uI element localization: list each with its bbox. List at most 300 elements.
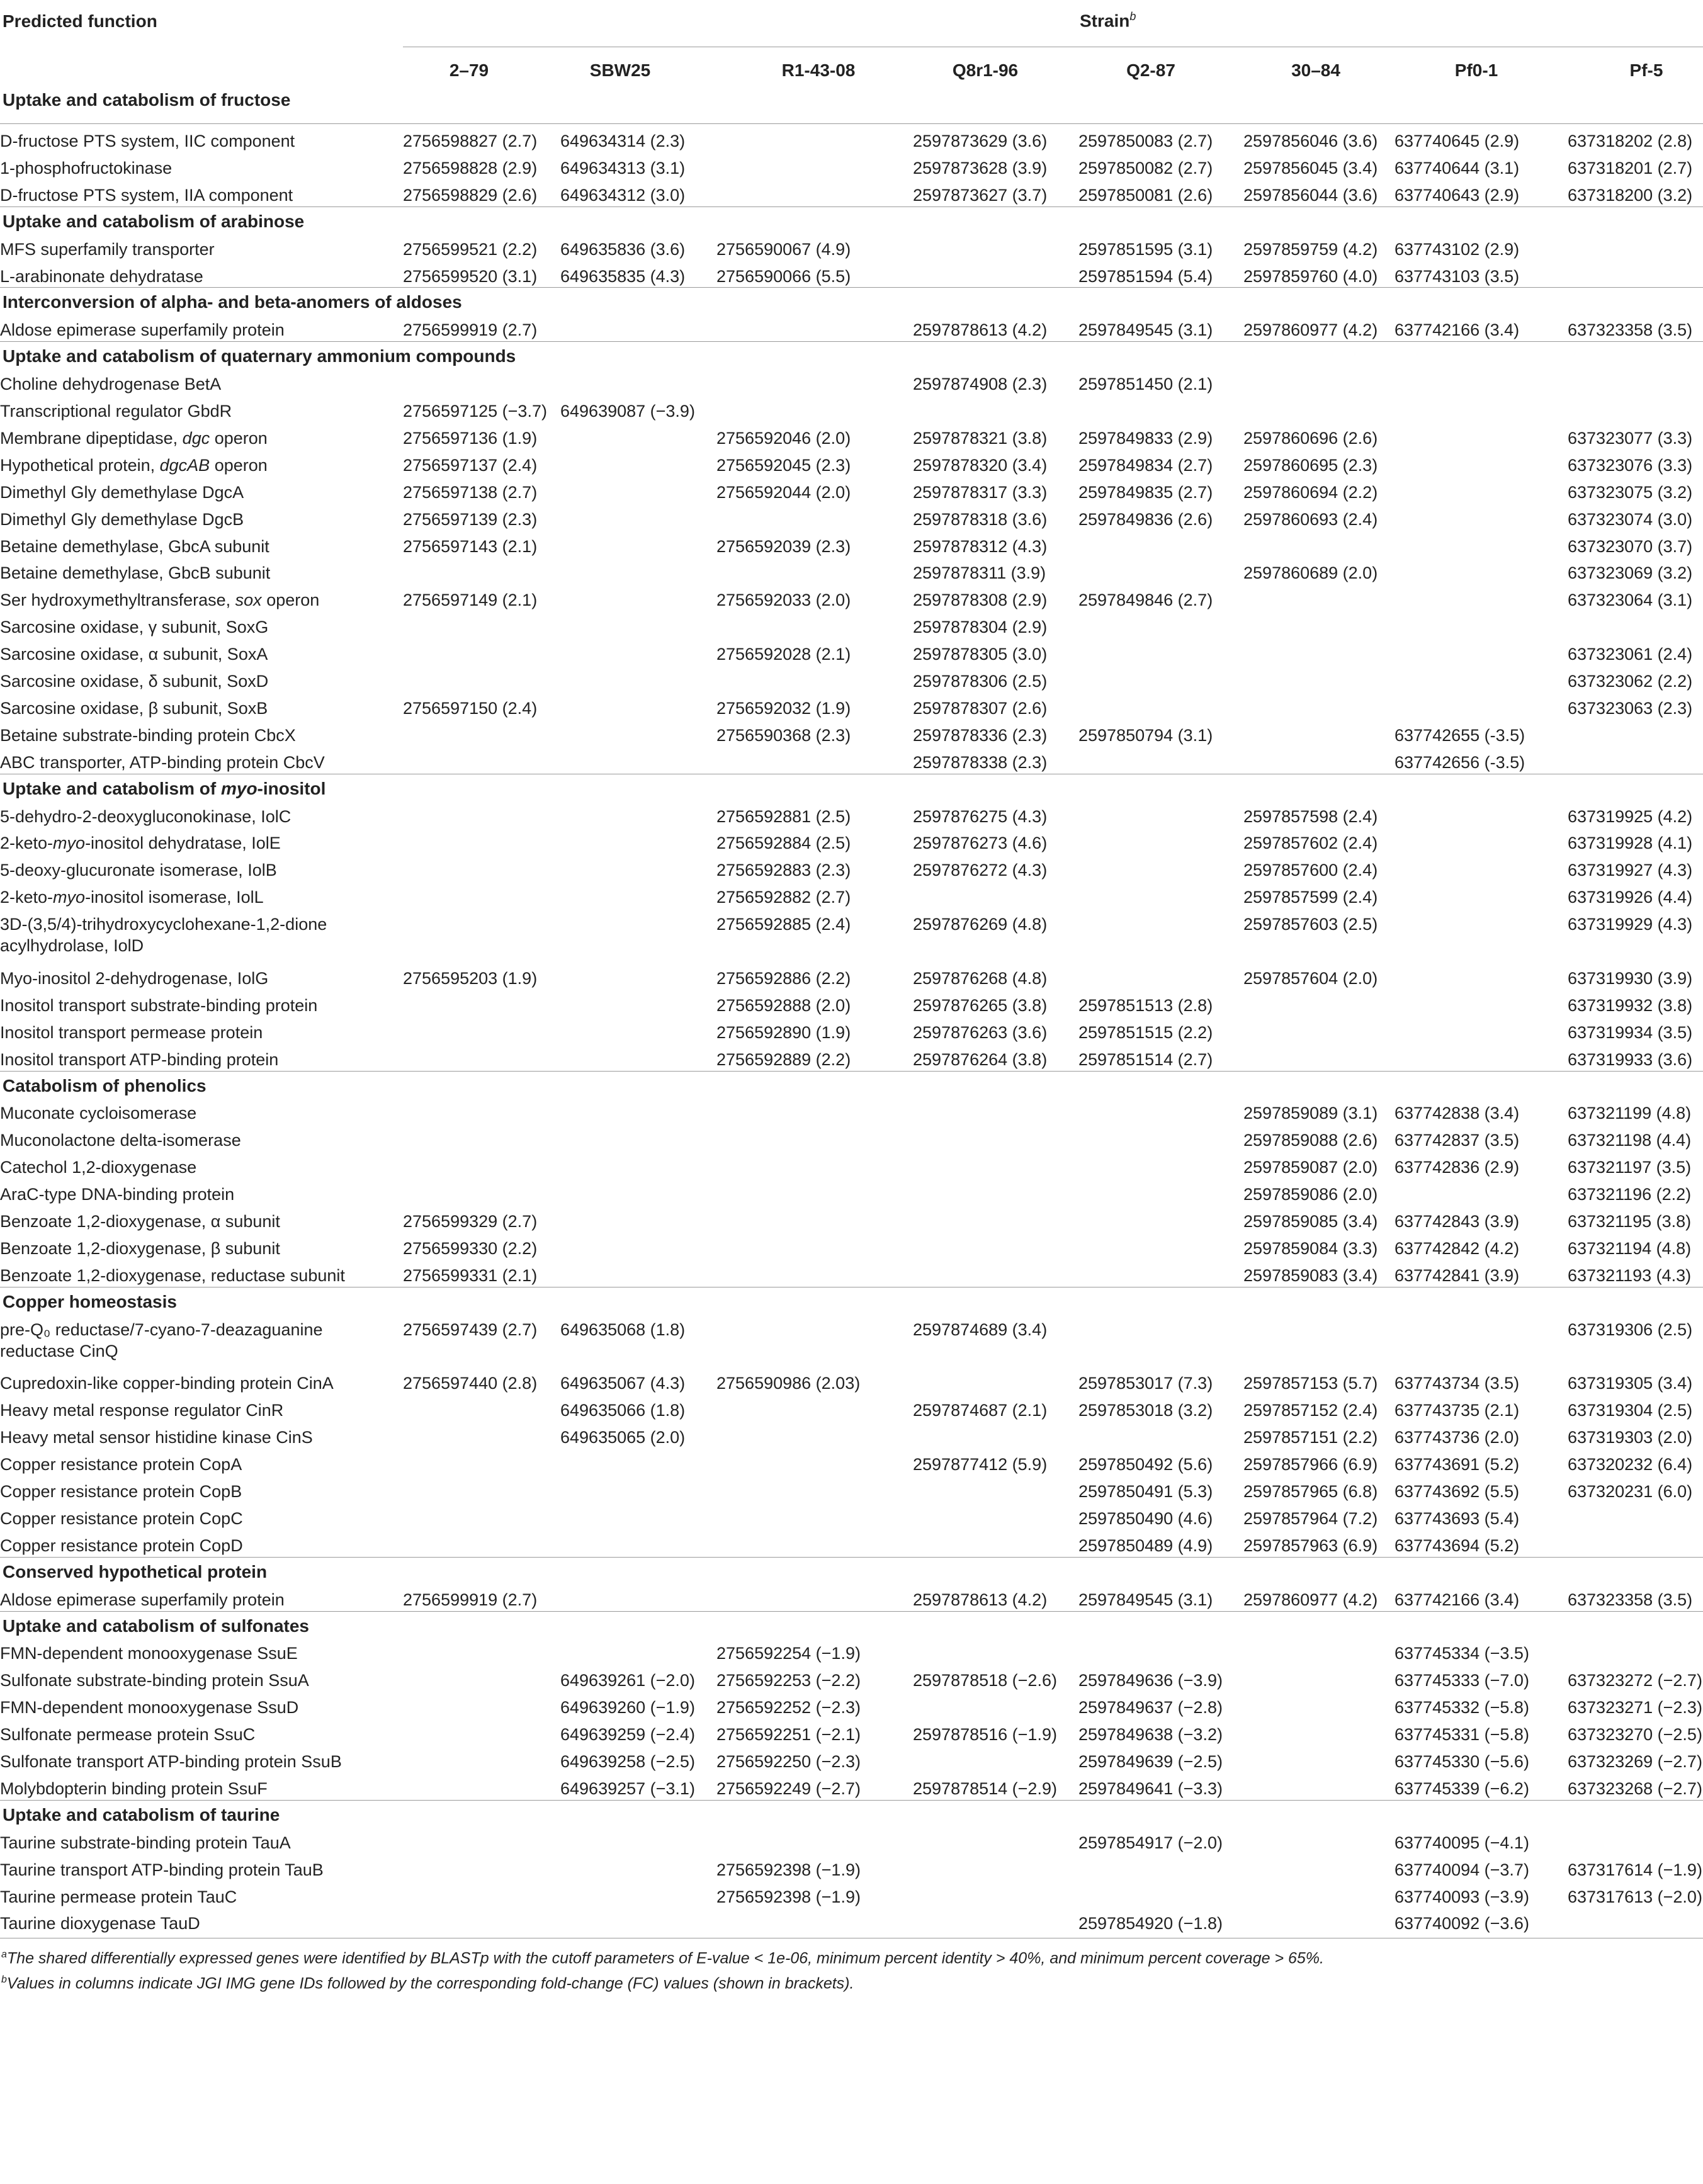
gene-id-cell: 2597878613 (4.2) — [913, 320, 1048, 340]
table-row — [0, 1774, 1703, 1803]
section-heading — [0, 1072, 1703, 1101]
table-row — [0, 1638, 1703, 1668]
section-heading-text: Catabolism of phenolics — [3, 1075, 207, 1095]
predicted-function-cell: MFS superfamily transporter — [0, 239, 215, 259]
gene-id-cell: 649639258 (−2.5) — [560, 1752, 695, 1771]
gene-id-cell: 637319306 (2.5) — [1568, 1320, 1693, 1339]
table-row — [0, 1665, 1703, 1695]
gene-id-cell: 637742838 (3.4) — [1395, 1104, 1520, 1123]
section-heading-text: Conserved hypothetical protein — [3, 1561, 268, 1581]
gene-id-cell: 2597851514 (2.7) — [1078, 1050, 1213, 1069]
gene-id-cell: 649635836 (3.6) — [560, 239, 686, 259]
gene-id-cell: 2756592028 (2.1) — [716, 645, 851, 664]
table-row — [0, 369, 1703, 399]
predicted-function-cell: Sarcosine oxidase, β subunit, SoxB — [0, 698, 268, 718]
table-row — [0, 1585, 1703, 1614]
table-row — [0, 1422, 1703, 1452]
gene-id-cell: 2597878308 (2.9) — [913, 591, 1048, 610]
gene-id-cell: 637743693 (5.4) — [1395, 1508, 1520, 1528]
gene-id-cell: 637319934 (3.5) — [1568, 1022, 1693, 1042]
gene-id-cell: 2597857151 (2.2) — [1243, 1428, 1378, 1447]
gene-id-cell: 2756592398 (−1.9) — [716, 1860, 861, 1879]
gene-id-cell: 2756590067 (4.9) — [716, 239, 851, 259]
gene-id-cell: 2597857152 (2.4) — [1243, 1401, 1378, 1420]
section-heading-text: Uptake and catabolism of arabinose — [3, 211, 305, 231]
footnote-a-text: The shared differentially expressed genes were identified by BLASTp with the cutoff parameters of E-value < 1e-06, minimum percent identity > 40%, and minimum percent coverage > 65%. — [6, 1949, 1324, 1967]
gene-id-cell: 2597878305 (3.0) — [913, 645, 1048, 664]
section-heading-text: Copper homeostasis — [3, 1291, 177, 1311]
predicted-function-cell: 5-deoxy-glucuronate isomerase, IolB — [0, 861, 277, 880]
gene-id-cell: 2756592249 (−2.7) — [716, 1779, 861, 1798]
table-row — [0, 828, 1703, 857]
gene-id-cell: 2597876272 (4.3) — [913, 861, 1048, 880]
strain-column-header: 30–84 — [1291, 60, 1340, 80]
table-row — [0, 1044, 1703, 1074]
predicted-function-cell: Transcriptional regulator GbdR — [0, 402, 232, 421]
gene-id-cell: 2756592039 (2.3) — [716, 536, 851, 556]
predicted-function-cell: Betaine demethylase, GbcB subunit — [0, 563, 271, 583]
gene-id-cell: 2756592885 (2.4) — [716, 915, 851, 934]
gene-id-cell: 2597849638 (−3.2) — [1078, 1725, 1223, 1745]
gene-id-cell: 649639260 (−1.9) — [560, 1698, 695, 1717]
gene-id-cell: 2597876263 (3.6) — [913, 1022, 1048, 1042]
gene-id-cell: 2597876273 (4.6) — [913, 834, 1048, 853]
gene-id-cell: 2756599329 (2.7) — [403, 1212, 538, 1231]
table-row — [0, 450, 1703, 480]
predicted-function-cell: Benzoate 1,2-dioxygenase, β subunit — [0, 1238, 280, 1258]
gene-id-cell: 637319925 (4.2) — [1568, 806, 1693, 826]
section-heading — [0, 86, 1703, 115]
gene-id-cell: 2597851595 (3.1) — [1078, 239, 1213, 259]
footnotes — [0, 1944, 1703, 1994]
predicted-function-header: Predicted function — [3, 11, 157, 31]
gene-id-cell: 2597854917 (−2.0) — [1078, 1833, 1223, 1852]
predicted-function-cell: Myo-inositol 2-dehydrogenase, IolG — [0, 968, 269, 988]
gene-id-cell: 637321195 (3.8) — [1568, 1212, 1692, 1231]
section-heading — [0, 342, 1703, 371]
gene-id-cell: 2756590986 (2.03) — [716, 1374, 861, 1393]
predicted-function-cell: Choline dehydrogenase BetA — [0, 375, 222, 394]
predicted-function-cell: Membrane dipeptidase, dgc operon — [0, 428, 268, 448]
section-heading-text: Uptake and catabolism of sulfonates — [3, 1615, 309, 1636]
gene-id-cell: 2756592252 (−2.3) — [716, 1698, 861, 1717]
table-row — [0, 1368, 1703, 1398]
gene-id-cell: 2756592251 (−2.1) — [716, 1725, 861, 1745]
predicted-function-cell: Copper resistance protein CopD — [0, 1536, 243, 1555]
table-row — [0, 1017, 1703, 1047]
gene-id-cell: 637319930 (3.9) — [1568, 968, 1693, 988]
strain-label: Strain — [1080, 11, 1130, 31]
table-row — [0, 639, 1703, 669]
gene-id-cell: 2597860696 (2.6) — [1243, 428, 1378, 448]
gene-id-cell: 637743103 (3.5) — [1395, 266, 1520, 286]
strain-footnote-marker: b — [1129, 10, 1136, 23]
gene-id-cell: 2756592882 (2.7) — [716, 888, 851, 907]
gene-id-cell: 2756597440 (2.8) — [403, 1374, 538, 1393]
gene-id-cell: 637323074 (3.0) — [1568, 509, 1693, 529]
gene-id-cell: 637323075 (3.2) — [1568, 482, 1693, 502]
gene-id-cell: 2597856045 (3.4) — [1243, 158, 1378, 178]
gene-id-cell: 637743735 (2.1) — [1395, 1401, 1520, 1420]
table-row — [0, 396, 1703, 426]
gene-id-cell: 2756592250 (−2.3) — [716, 1752, 861, 1771]
gene-id-cell: 2597854920 (−1.8) — [1078, 1914, 1223, 1933]
gene-id-cell: 637323077 (3.3) — [1568, 428, 1693, 448]
gene-id-cell: 2597859083 (3.4) — [1243, 1265, 1378, 1285]
gene-id-cell: 2597851513 (2.8) — [1078, 995, 1213, 1015]
gene-id-cell: 2597859089 (3.1) — [1243, 1104, 1378, 1123]
table-row — [0, 990, 1703, 1020]
gene-id-cell: 637317614 (−1.9) — [1568, 1860, 1702, 1879]
gene-id-cell: 2597850489 (4.9) — [1078, 1536, 1213, 1555]
strain-header — [1080, 10, 1136, 31]
gene-id-cell: 649639261 (−2.0) — [560, 1671, 695, 1690]
table-row — [0, 1260, 1703, 1290]
gene-id-cell: 2597850081 (2.6) — [1078, 185, 1213, 205]
table-row — [0, 1476, 1703, 1506]
gene-id-cell: 637742656 (-3.5) — [1395, 752, 1525, 772]
gene-id-cell: 637318201 (2.7) — [1568, 158, 1693, 178]
gene-id-cell: 649639257 (−3.1) — [560, 1779, 695, 1798]
gene-id-cell: 637323270 (−2.5) — [1568, 1725, 1702, 1745]
table-row — [0, 1719, 1703, 1749]
predicted-function-cell: pre-Q₀ reductase/7-cyano-7-deazaguanine reductase CinQ — [0, 1320, 323, 1361]
gene-id-cell: 2756592044 (2.0) — [716, 482, 851, 502]
predicted-function-cell: Dimethyl Gly demethylase DgcA — [0, 482, 244, 502]
gene-id-cell: 2597850490 (4.6) — [1078, 1508, 1213, 1528]
predicted-function-cell: Inositol transport permease protein — [0, 1022, 263, 1042]
predicted-function-cell: Sarcosine oxidase, δ subunit, SoxD — [0, 672, 269, 691]
gene-id-cell: 637319304 (2.5) — [1568, 1401, 1693, 1420]
gene-id-cell: 637742842 (4.2) — [1395, 1238, 1520, 1258]
gene-id-cell: 637323064 (3.1) — [1568, 591, 1693, 610]
gene-id-cell: 637743694 (5.2) — [1395, 1536, 1520, 1555]
gene-id-cell: 2597878306 (2.5) — [913, 672, 1048, 691]
table-row — [0, 1152, 1703, 1182]
gene-id-cell: 2597850794 (3.1) — [1078, 725, 1213, 745]
section-heading — [0, 288, 1703, 317]
gene-id-cell: 637745330 (−5.6) — [1395, 1752, 1529, 1771]
gene-id-cell: 2597876269 (4.8) — [913, 915, 1048, 934]
table-row — [0, 801, 1703, 831]
gene-id-cell: 2597876268 (4.8) — [913, 968, 1048, 988]
gene-id-cell: 2756592890 (1.9) — [716, 1022, 851, 1042]
table-row — [0, 720, 1703, 750]
gene-id-cell: 2597873629 (3.6) — [913, 132, 1048, 150]
gene-id-cell: 637740644 (3.1) — [1395, 158, 1520, 178]
table-row — [0, 558, 1703, 587]
gene-id-cell: 637320231 (6.0) — [1568, 1482, 1693, 1501]
gene-id-cell: 637320232 (6.4) — [1568, 1455, 1693, 1474]
table-row — [0, 1746, 1703, 1776]
gene-id-cell: 2756592253 (−2.2) — [716, 1671, 861, 1690]
table-row — [0, 909, 1703, 968]
gene-id-cell: 2597851450 (2.1) — [1078, 375, 1213, 394]
section-heading-text: Uptake and catabolism of fructose — [3, 90, 291, 110]
predicted-function-cell: Sarcosine oxidase, α subunit, SoxA — [0, 645, 268, 664]
strain-column-header: Q2-87 — [1126, 60, 1175, 80]
predicted-function-cell: 5-dehydro-2-deoxygluconokinase, IolC — [0, 806, 291, 826]
gene-id-cell: 2597853017 (7.3) — [1078, 1374, 1213, 1393]
predicted-function-cell-line2: reductase CinQ — [0, 1341, 118, 1361]
section-heading-text: Uptake and catabolism of taurine — [3, 1804, 280, 1825]
table-row — [0, 882, 1703, 912]
footnote-b-text: Values in columns indicate JGI IMG gene IDs followed by the corresponding fold-change (FC) values (shown in brackets). — [6, 1974, 854, 1992]
gene-id-cell: 2597849846 (2.7) — [1078, 591, 1213, 610]
predicted-function-cell: Inositol transport ATP-binding protein — [0, 1050, 279, 1069]
gene-id-cell: 2597849545 (3.1) — [1078, 320, 1213, 340]
gene-id-cell: 649635068 (1.8) — [560, 1320, 686, 1339]
gene-id-cell: 2597856046 (3.6) — [1243, 132, 1378, 150]
predicted-function-cell: 2-keto-myo-inositol dehydratase, IolE — [0, 834, 281, 853]
gene-id-cell: 637321194 (4.8) — [1568, 1238, 1692, 1258]
gene-id-cell: 2597859088 (2.6) — [1243, 1131, 1378, 1150]
footnote-a — [1, 1944, 1703, 1969]
gene-id-cell: 2597850082 (2.7) — [1078, 158, 1213, 178]
table-row — [0, 612, 1703, 642]
gene-id-cell: 2597859084 (3.3) — [1243, 1238, 1378, 1258]
strain-column-header: R1-43-08 — [781, 60, 856, 80]
gene-id-cell: 637740645 (2.9) — [1395, 132, 1520, 150]
gene-id-cell: 2597878312 (4.3) — [913, 536, 1048, 556]
gene-id-cell: 2597850083 (2.7) — [1078, 132, 1213, 150]
predicted-function-cell: Molybdopterin binding protein SsuF — [0, 1779, 268, 1798]
strain-column-header: Pf-5 — [1629, 60, 1663, 80]
predicted-function-cell: Hypothetical protein, dgcAB operon — [0, 455, 268, 475]
predicted-function-cell: Taurine substrate-binding protein TauA — [0, 1833, 291, 1852]
table-row — [0, 855, 1703, 885]
gene-id-cell: 2756598827 (2.7) — [403, 132, 538, 150]
predicted-function-cell: Aldose epimerase superfamily protein — [0, 1590, 285, 1609]
gene-id-cell: 2597860689 (2.0) — [1243, 563, 1378, 583]
gene-id-cell: 2597849637 (−2.8) — [1078, 1698, 1223, 1717]
gene-id-cell: 637740095 (−4.1) — [1395, 1833, 1529, 1852]
predicted-function-cell: Heavy metal response regulator CinR — [0, 1401, 284, 1420]
table-row — [0, 504, 1703, 534]
gene-id-cell: 2756592883 (2.3) — [716, 861, 851, 880]
gene-id-cell: 637742166 (3.4) — [1395, 320, 1520, 340]
gene-id-cell: 2597878338 (2.3) — [913, 752, 1048, 772]
gene-id-cell: 2756592889 (2.2) — [716, 1050, 851, 1069]
predicted-function-cell: Dimethyl Gly demethylase DgcB — [0, 509, 244, 529]
table-row — [0, 1503, 1703, 1533]
predicted-function-cell: Betaine demethylase, GbcA subunit — [0, 536, 269, 556]
predicted-function-cell: D-fructose PTS system, IIA component — [0, 185, 293, 205]
gene-id-cell: 637745333 (−7.0) — [1395, 1671, 1529, 1690]
predicted-function-cell: L-arabinonate dehydratase — [0, 266, 203, 286]
table-row — [0, 477, 1703, 507]
predicted-function-cell: ABC transporter, ATP-binding protein CbcV — [0, 752, 325, 772]
predicted-function-cell: Betaine substrate-binding protein CbcX — [0, 725, 296, 745]
section-heading — [0, 1287, 1703, 1317]
gene-id-cell: 2597873628 (3.9) — [913, 158, 1048, 178]
predicted-function-cell: FMN-dependent monooxygenase SsuE — [0, 1644, 298, 1663]
gene-id-cell: 2597857153 (5.7) — [1243, 1374, 1378, 1393]
gene-id-cell: 2756598828 (2.9) — [403, 158, 538, 178]
gene-id-cell: 637745334 (−3.5) — [1395, 1644, 1529, 1663]
table-row — [0, 747, 1703, 777]
gene-id-cell: 649639087 (−3.9) — [560, 402, 695, 421]
table-row — [0, 261, 1703, 291]
predicted-function-cell: Benzoate 1,2-dioxygenase, α subunit — [0, 1212, 280, 1231]
gene-id-cell: 649634312 (3.0) — [560, 185, 686, 205]
gene-id-cell: 2597857598 (2.4) — [1243, 806, 1378, 826]
gene-id-cell: 2756597439 (2.7) — [403, 1320, 538, 1339]
table-row — [0, 1828, 1703, 1857]
gene-id-cell: 649635067 (4.3) — [560, 1374, 686, 1393]
gene-id-cell: 2597878304 (2.9) — [913, 618, 1048, 637]
table-row — [0, 315, 1703, 344]
gene-id-cell: 2597876264 (3.8) — [913, 1050, 1048, 1069]
predicted-function-cell: Ser hydroxymethyltransferase, sox operon — [0, 591, 320, 610]
gene-id-cell: 637321197 (3.5) — [1568, 1158, 1692, 1177]
gene-id-cell: 2756597138 (2.7) — [403, 482, 538, 502]
gene-id-cell: 2597878321 (3.8) — [913, 428, 1048, 448]
gene-id-cell: 2756597143 (2.1) — [403, 536, 538, 556]
table-row — [0, 1530, 1703, 1560]
gene-id-cell: 637323069 (3.2) — [1568, 563, 1693, 583]
table-row — [0, 234, 1703, 264]
gene-id-cell: 2756592886 (2.2) — [716, 968, 851, 988]
gene-id-cell: 2597851594 (5.4) — [1078, 266, 1213, 286]
gene-id-cell: 637743691 (5.2) — [1395, 1455, 1520, 1474]
table-row — [0, 1206, 1703, 1236]
gene-id-cell: 2597857599 (2.4) — [1243, 888, 1378, 907]
gene-id-cell: 2597873627 (3.7) — [913, 185, 1048, 205]
section-heading — [0, 1801, 1703, 1830]
gene-id-cell: 637745339 (−6.2) — [1395, 1779, 1529, 1798]
gene-id-cell: 2597849833 (2.9) — [1078, 428, 1213, 448]
section-heading — [0, 207, 1703, 237]
predicted-function-cell: Sulfonate transport ATP-binding protein SsuB — [0, 1752, 342, 1771]
gene-id-cell: 2597878320 (3.4) — [913, 455, 1048, 475]
table-row — [0, 153, 1703, 183]
gene-id-cell: 637740643 (2.9) — [1395, 185, 1520, 205]
predicted-function-cell: Sulfonate permease protein SsuC — [0, 1725, 256, 1745]
gene-id-cell: 637323358 (3.5) — [1568, 320, 1693, 340]
gene-id-cell: 2597857965 (6.8) — [1243, 1482, 1378, 1501]
gene-id-cell: 2597849545 (3.1) — [1078, 1590, 1213, 1609]
table-row — [0, 666, 1703, 696]
gene-id-cell: 2597857602 (2.4) — [1243, 834, 1378, 853]
gene-id-cell: 649639259 (−2.4) — [560, 1725, 695, 1745]
table-row — [0, 126, 1703, 156]
gene-id-cell: 637319303 (2.0) — [1568, 1428, 1693, 1447]
gene-id-cell: 637323358 (3.5) — [1568, 1590, 1693, 1609]
gene-id-cell: 2597849835 (2.7) — [1078, 482, 1213, 502]
gene-id-cell: 637323061 (2.4) — [1568, 645, 1693, 664]
gene-id-cell: 2597857964 (7.2) — [1243, 1508, 1378, 1528]
table-row — [0, 585, 1703, 614]
table-row — [0, 693, 1703, 723]
gene-id-cell: 637742841 (3.9) — [1395, 1265, 1520, 1285]
strain-column-header: Pf0-1 — [1454, 60, 1498, 80]
gene-id-cell: 2597857603 (2.5) — [1243, 915, 1378, 934]
gene-id-cell: 637321199 (4.8) — [1568, 1104, 1692, 1123]
gene-id-cell: 637321198 (4.4) — [1568, 1131, 1692, 1150]
gene-id-cell: 2597849641 (−3.3) — [1078, 1779, 1223, 1798]
footnote-b-marker: b — [1, 1974, 7, 1985]
gene-id-cell: 2756599520 (3.1) — [403, 266, 538, 286]
gene-id-cell: 2597850491 (5.3) — [1078, 1482, 1213, 1501]
gene-id-cell: 637319305 (3.4) — [1568, 1374, 1693, 1393]
gene-id-cell: 637319927 (4.3) — [1568, 861, 1693, 880]
gene-id-cell: 2597876265 (3.8) — [913, 995, 1048, 1015]
gene-id-cell: 2597876275 (4.3) — [913, 806, 1048, 826]
gene-id-cell: 2597856044 (3.6) — [1243, 185, 1378, 205]
predicted-function-cell: Cupredoxin-like copper-binding protein CinA — [0, 1374, 334, 1393]
gene-id-cell: 637319928 (4.1) — [1568, 834, 1693, 853]
gene-id-cell: 2597878336 (2.3) — [913, 725, 1048, 745]
predicted-function-cell: Copper resistance protein CopB — [0, 1482, 242, 1501]
predicted-function-cell: FMN-dependent monooxygenase SsuD — [0, 1698, 299, 1717]
predicted-function-cell: Muconolactone delta-isomerase — [0, 1131, 241, 1150]
gene-id-cell: 2756592032 (1.9) — [716, 698, 851, 718]
footnote-a-marker: a — [1, 1949, 7, 1961]
table-row — [0, 963, 1703, 993]
predicted-function-cell: Muconate cycloisomerase — [0, 1104, 197, 1123]
gene-id-cell: 637323269 (−2.7) — [1568, 1752, 1702, 1771]
gene-id-cell: 2597859085 (3.4) — [1243, 1212, 1378, 1231]
predicted-function-cell: 2-keto-myo-inositol isomerase, IolL — [0, 888, 264, 907]
gene-id-cell: 637323076 (3.3) — [1568, 455, 1693, 475]
gene-id-cell: 637318200 (3.2) — [1568, 185, 1693, 205]
gene-id-cell: 637321193 (4.3) — [1568, 1265, 1692, 1285]
gene-id-cell: 2597878318 (3.6) — [913, 509, 1048, 529]
gene-id-cell: 2597859759 (4.2) — [1243, 239, 1378, 259]
gene-id-cell: 649635066 (1.8) — [560, 1401, 686, 1420]
predicted-function-cell: Taurine dioxygenase TauD — [0, 1914, 200, 1933]
predicted-function-cell: 3D-(3,5/4)-trihydroxycyclohexane-1,2-dione acylhydrolase, IolD — [0, 915, 327, 956]
gene-id-cell: 2756592254 (−1.9) — [716, 1644, 861, 1663]
gene-id-cell: 2597859087 (2.0) — [1243, 1158, 1378, 1177]
section-heading-text: Uptake and catabolism of myo-inositol — [3, 778, 326, 798]
table-header — [0, 0, 1703, 47]
gene-id-cell: 637742843 (3.9) — [1395, 1212, 1520, 1231]
gene-id-cell: 637743102 (2.9) — [1395, 239, 1520, 259]
gene-id-cell: 637742836 (2.9) — [1395, 1158, 1520, 1177]
gene-id-cell: 2756599330 (2.2) — [403, 1238, 538, 1258]
gene-id-cell: 637740093 (−3.9) — [1395, 1887, 1529, 1906]
gene-id-cell: 2597860695 (2.3) — [1243, 455, 1378, 475]
header-bottom-rule — [0, 123, 1703, 124]
gene-id-cell: 637317613 (−2.0) — [1568, 1887, 1702, 1906]
gene-id-cell: 637743734 (3.5) — [1395, 1374, 1520, 1393]
predicted-function-cell: Taurine transport ATP-binding protein TauB — [0, 1860, 324, 1879]
gene-id-cell: 2597878518 (−2.6) — [913, 1671, 1057, 1690]
gene-id-cell: 2756592884 (2.5) — [716, 834, 851, 853]
gene-id-cell: 2756592045 (2.3) — [716, 455, 851, 475]
gene-id-cell: 2597874689 (3.4) — [913, 1320, 1048, 1339]
footnote-b — [1, 1969, 1703, 1994]
gene-id-cell: 2597849636 (−3.9) — [1078, 1671, 1223, 1690]
gene-id-cell: 2597878514 (−2.9) — [913, 1779, 1057, 1798]
gene-id-cell: 2756597125 (−3.7) — [403, 402, 547, 421]
gene-id-cell: 2597850492 (5.6) — [1078, 1455, 1213, 1474]
predicted-function-cell: D-fructose PTS system, IIC component — [0, 132, 295, 150]
gene-id-cell: 637319932 (3.8) — [1568, 995, 1693, 1015]
gene-id-cell: 637319933 (3.6) — [1568, 1050, 1693, 1069]
gene-id-cell: 637743692 (5.5) — [1395, 1482, 1520, 1501]
predicted-function-cell-line2: acylhydrolase, IolD — [0, 936, 144, 956]
gene-id-cell: 2756599919 (2.7) — [403, 320, 538, 340]
predicted-function-cell: Aldose epimerase superfamily protein — [0, 320, 285, 340]
gene-id-cell: 2597874687 (2.1) — [913, 1401, 1048, 1420]
gene-id-cell: 2597857600 (2.4) — [1243, 861, 1378, 880]
predicted-function-cell: Sulfonate substrate-binding protein SsuA — [0, 1671, 309, 1690]
gene-id-cell: 2597878307 (2.6) — [913, 698, 1048, 718]
gene-id-cell: 637743736 (2.0) — [1395, 1428, 1520, 1447]
